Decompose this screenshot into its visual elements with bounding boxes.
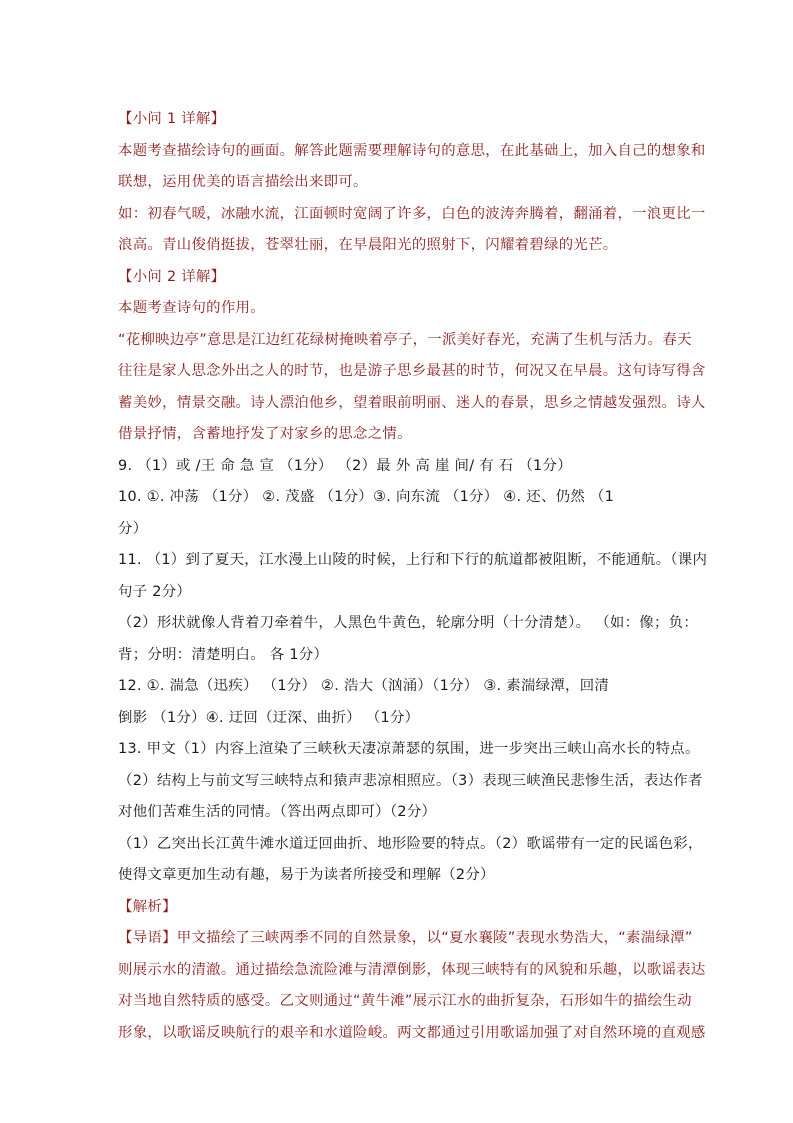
answer-10-cont: 分）: [118, 520, 148, 537]
paragraph-line: 借景抒情，含蓄地抒发了对家乡的思念之情。: [118, 426, 412, 442]
heading-analysis: 【解析】: [118, 898, 177, 915]
answer-12-cont: 倒影 （1分）④. 迂回（迂深、曲折） （1分）: [118, 709, 420, 726]
answer-11-cont: 句子 2分）: [118, 583, 192, 600]
paragraph-line: 本题考查描绘诗句的画面。解答此题需要理解诗句的意思，在此基础上，加入自己的想象和: [118, 142, 706, 159]
analysis-line: 【导语】甲文描绘了三峡两季不同的自然景象，以“夏水襄陵”表现水势浩大，“素湍绿潭”: [118, 930, 693, 946]
answer-13-yi-line1: （1）乙突出长江黄牛滩水道迂回曲折、地形险要的特点。（2）歌谣带有一定的民谣色彩，: [118, 835, 703, 852]
answer-13-line2: （2）结构上与前文写三峡特点和猿声悲凉相照应。（3）表现三峡渔民悲惨生活，表达作者: [118, 772, 703, 789]
analysis-line: 对当地自然特质的感受。乙文则通过“黄牛滩”展示江水的曲折复杂，石形如牛的描绘生动: [118, 993, 692, 1009]
heading-subq2: 【小问 2 详解】: [118, 268, 226, 285]
paragraph-line: “花柳映边亭”意思是江边红花绿树掩映着亭子，一派美好春光，充满了生机与活力。春天: [118, 331, 692, 348]
paragraph-line: 本题考查诗句的作用。: [118, 300, 265, 316]
answer-13: 13. 甲文（1）内容上渲染了三峡秋天凄凉萧瑟的氛围，进一步突出三峡山高水长的特点。: [118, 741, 700, 757]
paragraph-line: 蓄美妙，情景交融。诗人漂泊他乡，望着眼前明丽、迷人的春景，思乡之情越发强烈。诗人: [118, 394, 706, 411]
answer-13-yi-line2: 使得文章更加生动有趣，易于为读者所接受和理解（2分）: [118, 867, 495, 883]
answer-11: 11. （1）到了夏天，江水漫上山陵的时候，上行和下行的航道都被阻断，不能通航。（课内: [118, 552, 708, 568]
heading-subq1: 【小问 1 详解】: [118, 111, 226, 127]
answer-9: 9. （1）或 /王 命 急 宣 （1分） （2）最 外 高 崖 间/ 有 石 （1分）: [118, 457, 572, 474]
analysis-line: 形象，以歌谣反映航行的艰辛和水道险峻。两文都通过引用歌谣加强了对自然环境的直观感: [118, 1024, 706, 1041]
paragraph-line: 往往是家人思念外出之人的时节，也是游子思乡最甚的时节，何况又在早晨。这句诗写得含: [118, 363, 706, 379]
answer-11-part2-cont: 背；分明：清楚明白。 各 1分）: [118, 646, 329, 663]
paragraph-line: 联想，运用优美的语言描绘出来即可。: [118, 174, 368, 190]
paragraph-line: 浪高。青山俊俏挺拔，苍翠壮丽，在早晨阳光的照射下，闪耀着碧绿的光芒。: [118, 237, 618, 253]
paragraph-line: 如：初春气暖，冰融水流，江面顿时宽阔了许多，白色的波涛奔腾着，翻涌着，一浪更比一: [118, 205, 706, 222]
analysis-line: 则展示水的清澈。通过描绘急流险滩与清潭倒影，体现三峡特有的风貌和乐趣，以歌谣表达: [118, 961, 706, 978]
answer-11-part2: （2）形状就像人背着刀牵着牛，人黑色牛黄色，轮廓分明（十分清楚）。 （如：像；负：: [118, 615, 699, 631]
answer-12: 12. ①. 湍急（迅疾） （1分） ②. 浩大（汹涌）（1分） ③. 素湍绿潭，回清: [118, 678, 610, 694]
answer-13-line3: 对他们苦难生活的同情。（答出两点即可）（2分）: [118, 804, 437, 820]
answer-10: 10. ①. 冲荡 （1分） ②. 茂盛 （1分）③. 向东流 （1分） ④. 还、仍然 （1: [118, 489, 615, 505]
